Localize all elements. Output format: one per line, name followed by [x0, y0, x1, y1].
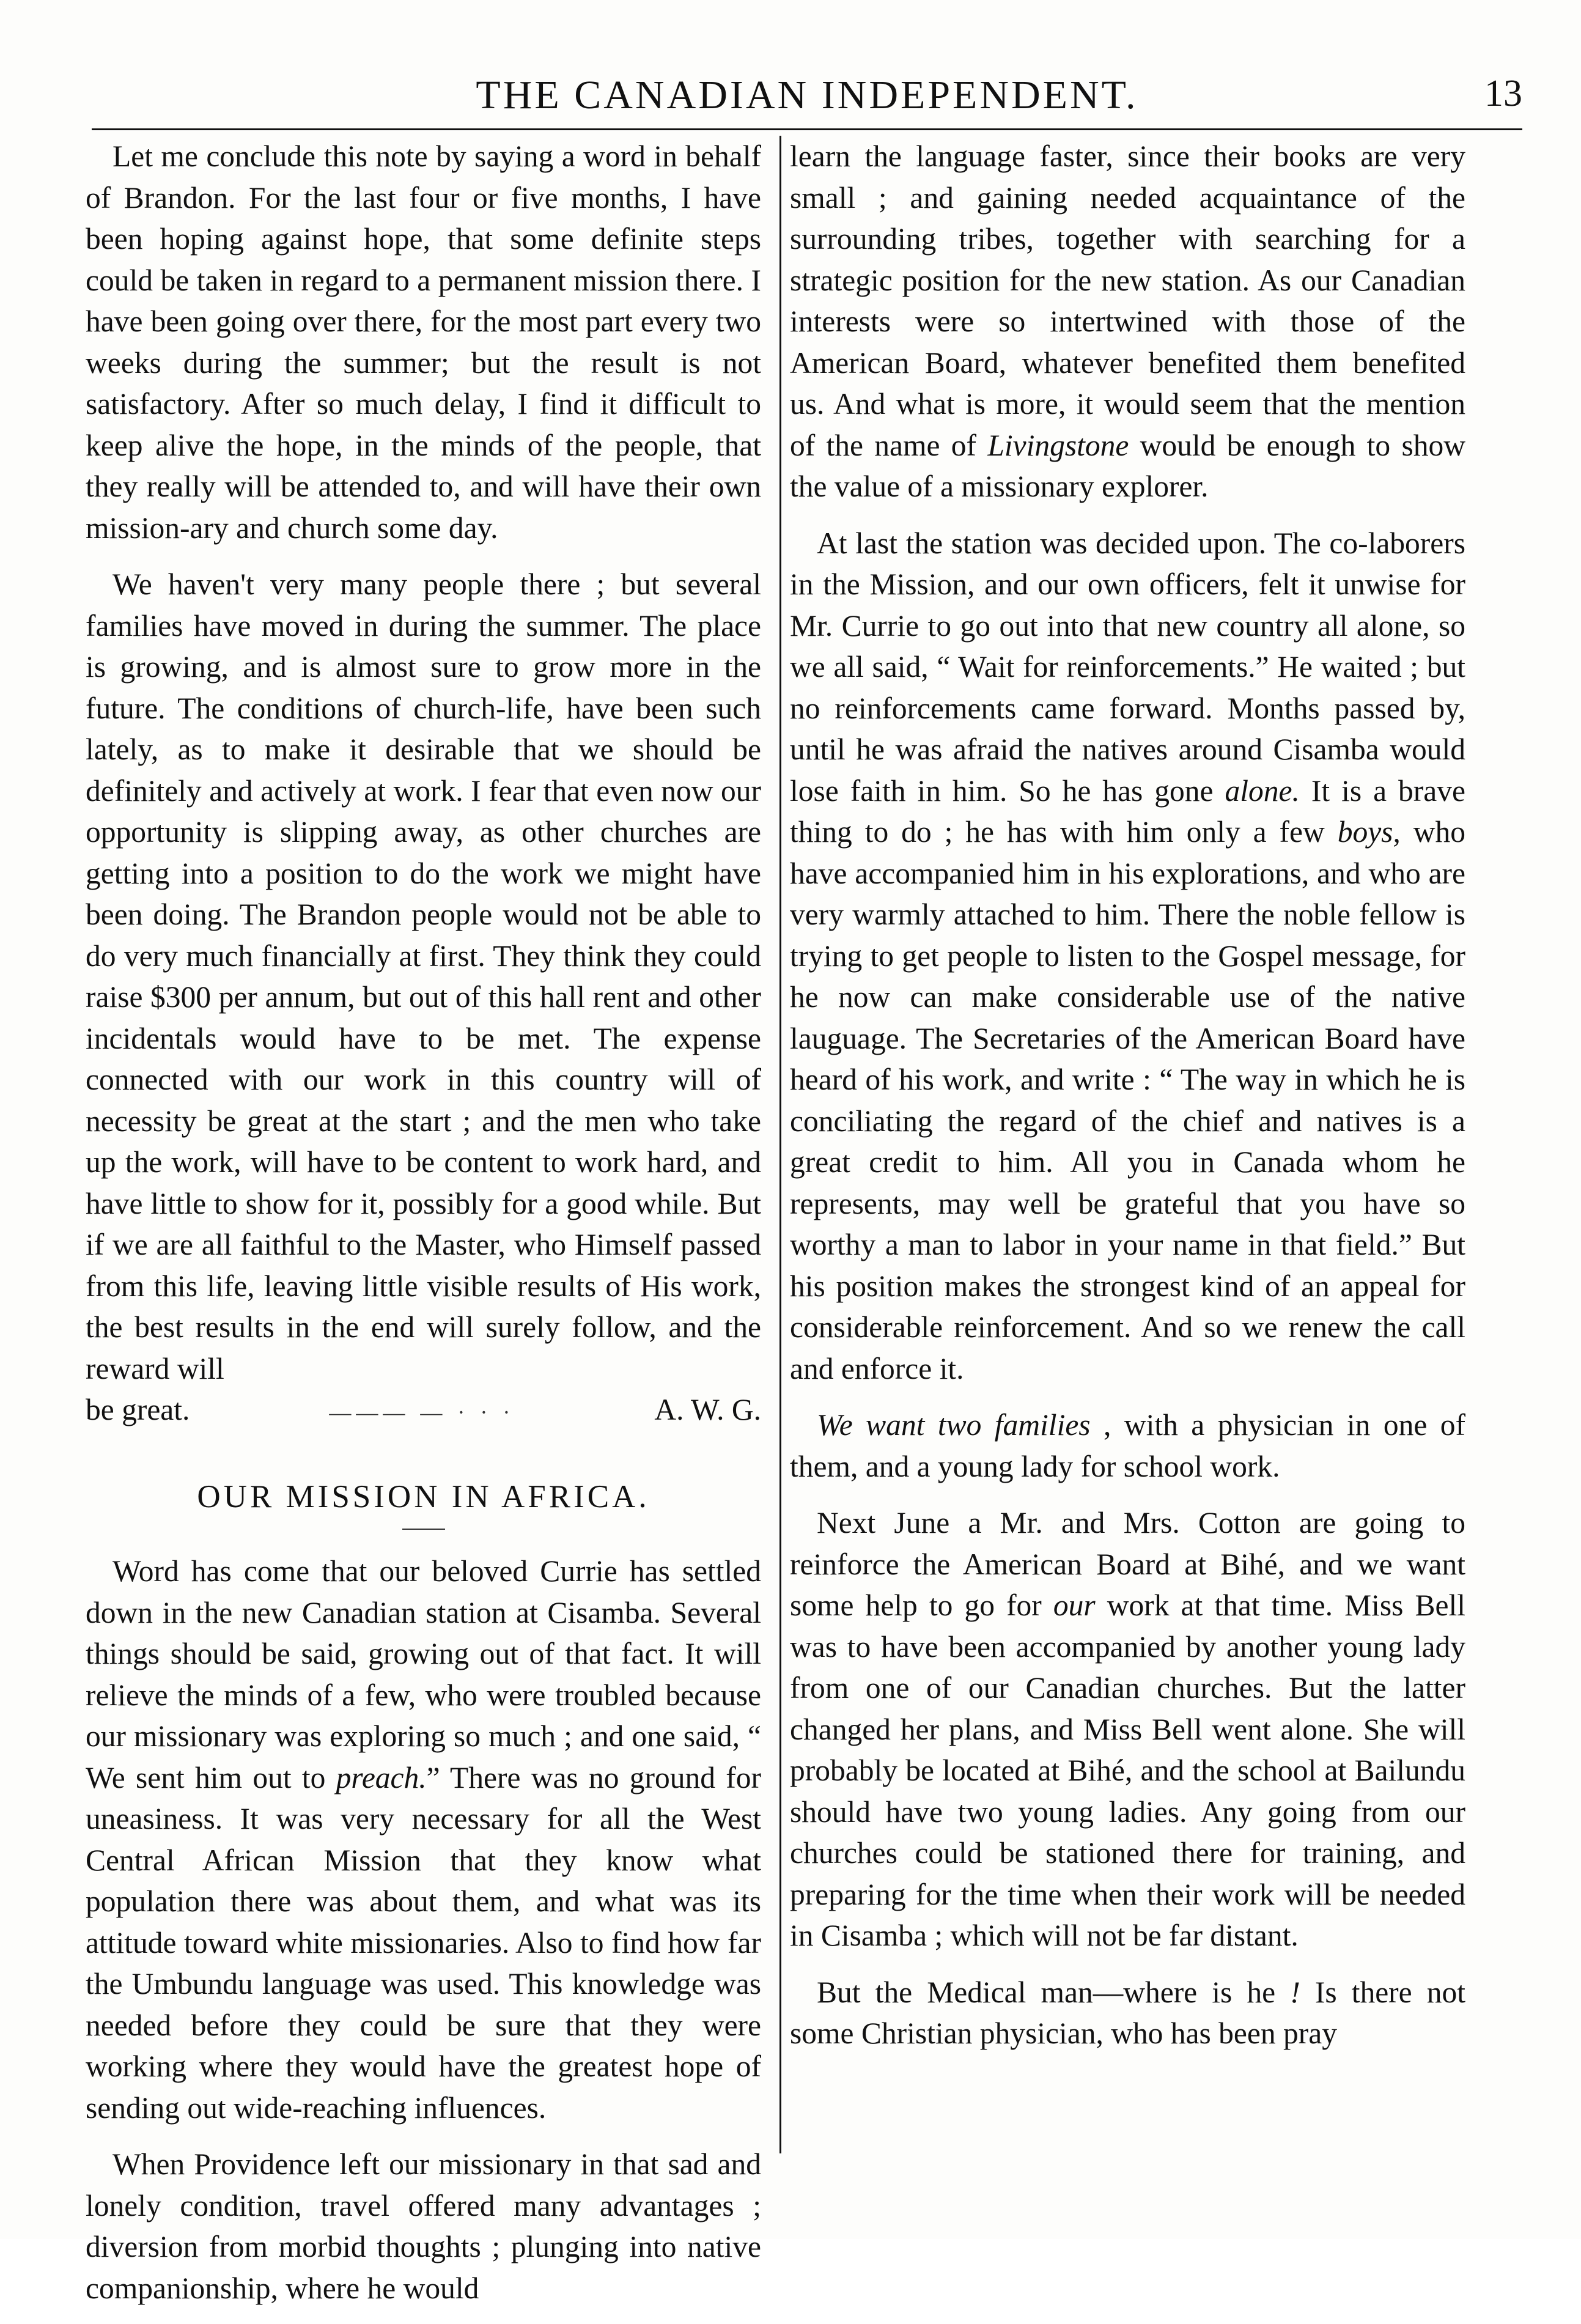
page-number: 13	[1484, 73, 1522, 114]
column-divider	[779, 136, 781, 2153]
closing-text: be great.	[86, 1393, 190, 1426]
dash-ornament: ——— — · · ·	[329, 1400, 515, 1425]
reinforcement-paragraph: Next June a Mr. and Mrs. Cotton are going to reinforce the American Board at Bihé, and we want some help to go for our work at that time. Miss Bell was to have been accompanied by another young lady from one of our Canadian churches. But the latter changed her plans, and Miss Bell went alone. She will probably be located at Bihé, and the school at Bailundu should have two young ladies. Any going from our churches could be stationed there for training, and preparing for the time when their work will be needed in Cisamba ; which will not be far distant.	[790, 1506, 1465, 1952]
header-rule	[92, 128, 1522, 130]
heading-rule	[402, 1529, 445, 1530]
brandon-paragraph-2: We haven't very many people there ; but several families have moved in during the summer. The place is growing, and is almost sure to grow more in the future. The conditions of church-life, have been such lately, as to make it desirable that we should be definitely and actively at work. I fear that even now our opportunity is slipping away, as other churches are getting into a position to do the work we might have been doing. The Brandon people would not be able to do very much financially at first. They think they could raise $300 per annum, but out of this hall rent and other incidentals would have to be met. The expense connected with our work in this country will of necessity be great at the start ; and the men who take up the work, will have to be content to work hard, and have little to show for it, possibly for a good while. But if we are all faithful to the Master, who Himself passed from this life, leaving little visible results of His work, the best results in the end will surely follow, and the reward will	[86, 567, 761, 1385]
section-heading: OUR MISSION IN AFRICA.	[197, 1478, 650, 1514]
signature-line	[86, 1389, 761, 1434]
brandon-paragraph-1: Let me conclude this note by saying a word in behalf of Brandon. For the last four or five months, I have been hoping against hope, that some definite steps could be taken in regard to a permanent mission there. I have been going over there, for the most part every two weeks during the summer; but the result is not satisfactory. After so much delay, I find it difficult to keep alive the hope, in the minds of the people, that they really will be attended to, and will have their own mission-ary and church some day.	[86, 139, 761, 545]
africa-paragraph-1: Word has come that our beloved Currie has settled down in the new Canadian station at Cisamba. Several things should be said, growing out of that fact. It will relieve the minds of a few, who were troubled because our missionary was exploring so much ; and one said, “ We sent him out to preach.” There was no ground for uneasiness. It was very necessary for all the West Central African Mission that they know what population there was about them, and what was its attitude toward white missionaries. Also to find how far the Umbundu language was used. This knowledge was needed before they could be sure that they were working where they would have the greatest hope of sending out wide-reaching influences.	[86, 1554, 761, 2125]
author-signature: A. W. G.	[654, 1393, 761, 1426]
publication-title: THE CANADIAN INDEPENDENT.	[476, 73, 1138, 117]
page-header	[92, 72, 1522, 121]
continued-paragraph: learn the language faster, since their books are very small ; and gaining needed acquaintance of the surrounding tribes, together with searching for a strategic position for the new station. As our Canadian interests were so intertwined with those of the American Board, whatever benefited them benefited us. And what is more, it would seem that the mention of the name of Livingstone would be enough to show the value of a missionary explorer.	[790, 139, 1465, 503]
families-paragraph: We want two families , with a physician in one of them, and a young lady for school work.	[790, 1408, 1465, 1483]
station-paragraph: At last the station was decided upon. The co-laborers in the Mission, and our own officers, felt it unwise for Mr. Currie to go out into that new country all alone, so we all said, “ Wait for reinforcements.” He waited ; but no reinforcements came forward. Months passed by, until he was afraid the natives around Cisamba would lose faith in him. So he has gone alone. It is a brave thing to do ; he has with him only a few boys, who have accompanied him in his explorations, and who are very warmly attached to him. There the noble fellow is trying to get people to listen to the Gospel message, for he now can make considerable use of the native lauguage. The Secretaries of the American Board have heard of his work, and write : “ The way in which he is conciliating the regard of the chief and natives is a great credit to him. All you in Canada whom he represents, may well be grateful that you have so worthy a man to labor in your name in that field.” But his position makes the strongest kind of an appeal for considerable reinforcement. And so we renew the call and enforce it.	[790, 526, 1465, 1385]
medical-paragraph: But the Medical man—where is he ! Is there not some Christian physician, who has been pray	[790, 1975, 1465, 2050]
africa-paragraph-2: When Providence left our missionary in that sad and lonely condition, travel offered many advantages ; diversion from morbid thoughts ; plunging into native companionship, where he would	[86, 2147, 761, 2305]
right-column	[790, 136, 1465, 2070]
left-column	[86, 136, 761, 2324]
